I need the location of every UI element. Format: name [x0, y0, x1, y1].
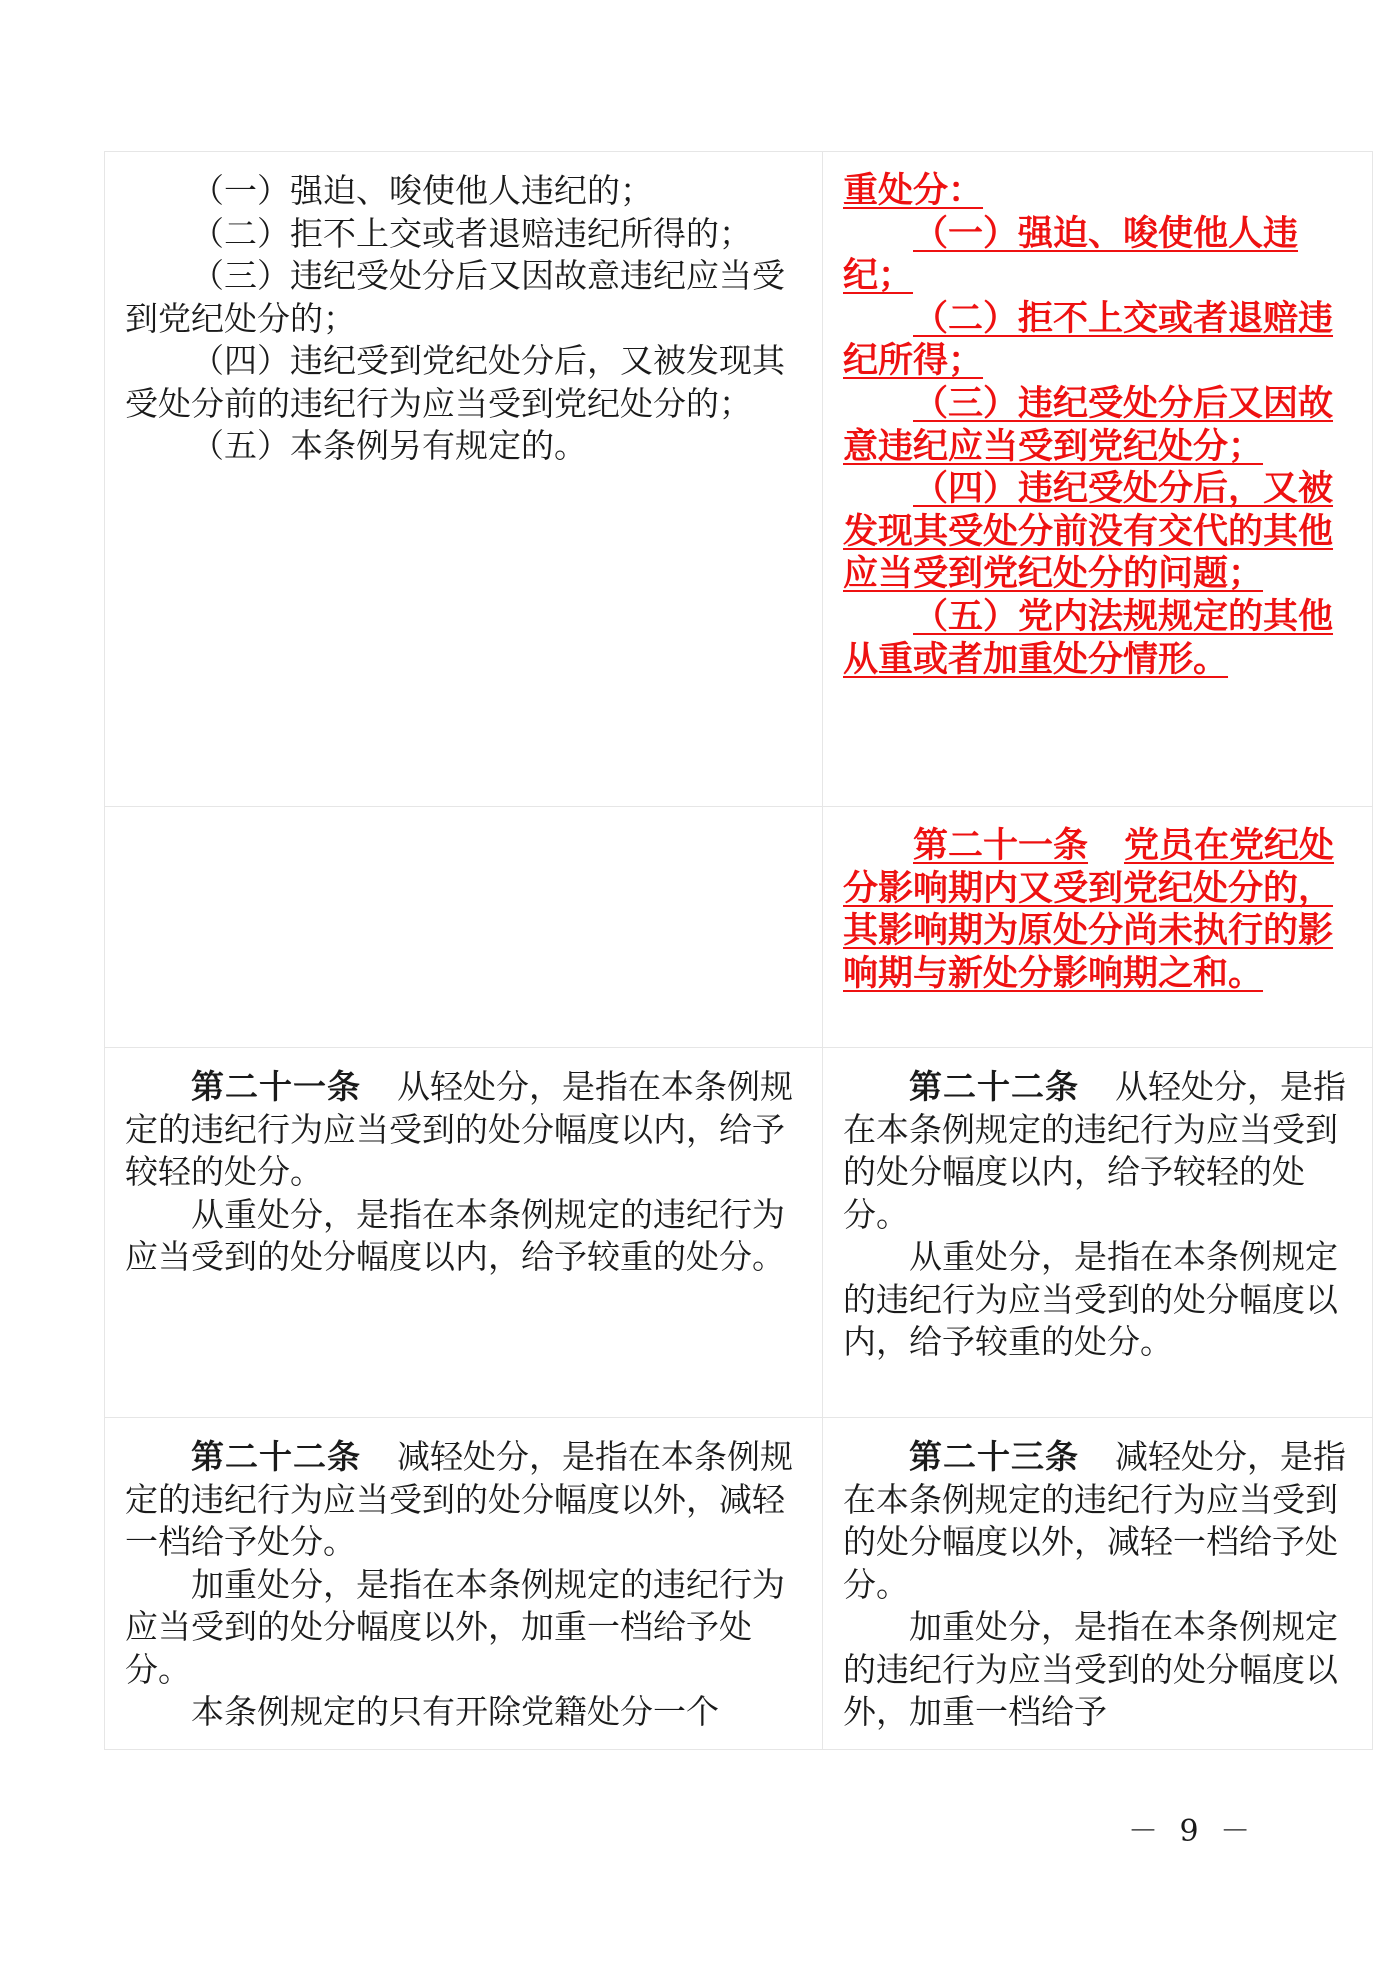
- article-number: 第二十一条: [191, 1067, 361, 1106]
- revised-item: （四）违纪受处分后，又被发现其受处分前没有交代的其他应当受到党纪处分的问题；: [843, 469, 1334, 595]
- article-text: 减轻处分，是指在本条例规定的违纪行为应当受到的处分幅度以外，减轻一档给予处分。: [843, 1437, 1346, 1604]
- old-text-cell: [105, 1418, 823, 1750]
- article-paragraph: 从重处分，是指在本条例规定的违纪行为应当受到的处分幅度以内，给予较重的处分。: [125, 1194, 785, 1276]
- article-number: 第二十二条: [909, 1067, 1079, 1106]
- list-item: （三）违纪受处分后又因故意违纪应当受到党纪处分的；: [125, 256, 785, 338]
- article-paragraph: 加重处分，是指在本条例规定的违纪行为应当受到的处分幅度以外，加重一档给予处分。: [125, 1564, 785, 1689]
- revised-item: （三）违纪受处分后又因故意违纪应当受到党纪处分；: [843, 383, 1334, 467]
- revised-heading: 重处分：: [843, 171, 984, 211]
- article-text: 从轻处分，是指在本条例规定的违纪行为应当受到的处分幅度以内，给予较轻的处分。: [125, 1067, 793, 1191]
- article-number: 第二十二条: [191, 1437, 361, 1476]
- table-row: [105, 1418, 1373, 1750]
- page-number: － 9 －: [1128, 1814, 1257, 1849]
- list-item: （二）拒不上交或者退赔违纪所得的；: [191, 213, 752, 253]
- new-text-cell: [823, 807, 1373, 1048]
- article-text: 党员在党纪处分影响期内又受到党纪处分的，其影响期为原处分尚未执行的影响期与新处分影响期之和。: [843, 826, 1335, 994]
- new-article-paragraph: [843, 825, 1354, 995]
- article-paragraph: 本条例规定的只有开除党籍处分一个: [191, 1692, 719, 1731]
- article-paragraph: [125, 1066, 804, 1194]
- article-text: 减轻处分，是指在本条例规定的违纪行为应当受到的处分幅度以外，减轻一档给予处分。: [125, 1437, 793, 1561]
- list-item: （一）强迫、唆使他人违纪的；: [191, 171, 653, 210]
- article-paragraph: 加重处分，是指在本条例规定的违纪行为应当受到的处分幅度以外，加重一档给予: [843, 1607, 1338, 1731]
- article-paragraph: [125, 1436, 804, 1564]
- list-item: （四）违纪受到党纪处分后，又被发现其受处分前的违纪行为应当受到党纪处分的；: [125, 341, 785, 423]
- old-text-cell: [105, 152, 823, 807]
- old-text-cell: [105, 1048, 823, 1418]
- new-text-cell: [823, 152, 1373, 807]
- revised-item: （一）强迫、唆使他人违纪；: [843, 213, 1299, 297]
- article-paragraph: [843, 1436, 1354, 1606]
- article-number: 第二十一条: [913, 826, 1089, 866]
- new-text-cell: [823, 1048, 1373, 1418]
- table-row: [105, 1048, 1373, 1418]
- new-text-cell: [823, 1418, 1373, 1750]
- table-row: [105, 152, 1373, 807]
- old-text-cell-empty: [105, 807, 823, 1048]
- revised-item: （二）拒不上交或者退赔违纪所得；: [843, 298, 1334, 382]
- table-row: [105, 807, 1373, 1048]
- comparison-table: [104, 151, 1373, 1750]
- article-paragraph: 从重处分，是指在本条例规定的违纪行为应当受到的处分幅度以内，给予较重的处分。: [843, 1237, 1338, 1361]
- list-item: （五）本条例另有规定的。: [191, 426, 587, 465]
- article-text: 从轻处分，是指在本条例规定的违纪行为应当受到的处分幅度以内，给予较轻的处分。: [843, 1067, 1346, 1234]
- article-paragraph: [843, 1066, 1354, 1236]
- revised-item: （五）党内法规规定的其他从重或者加重处分情形。: [843, 596, 1334, 680]
- article-number: 第二十三条: [909, 1437, 1079, 1476]
